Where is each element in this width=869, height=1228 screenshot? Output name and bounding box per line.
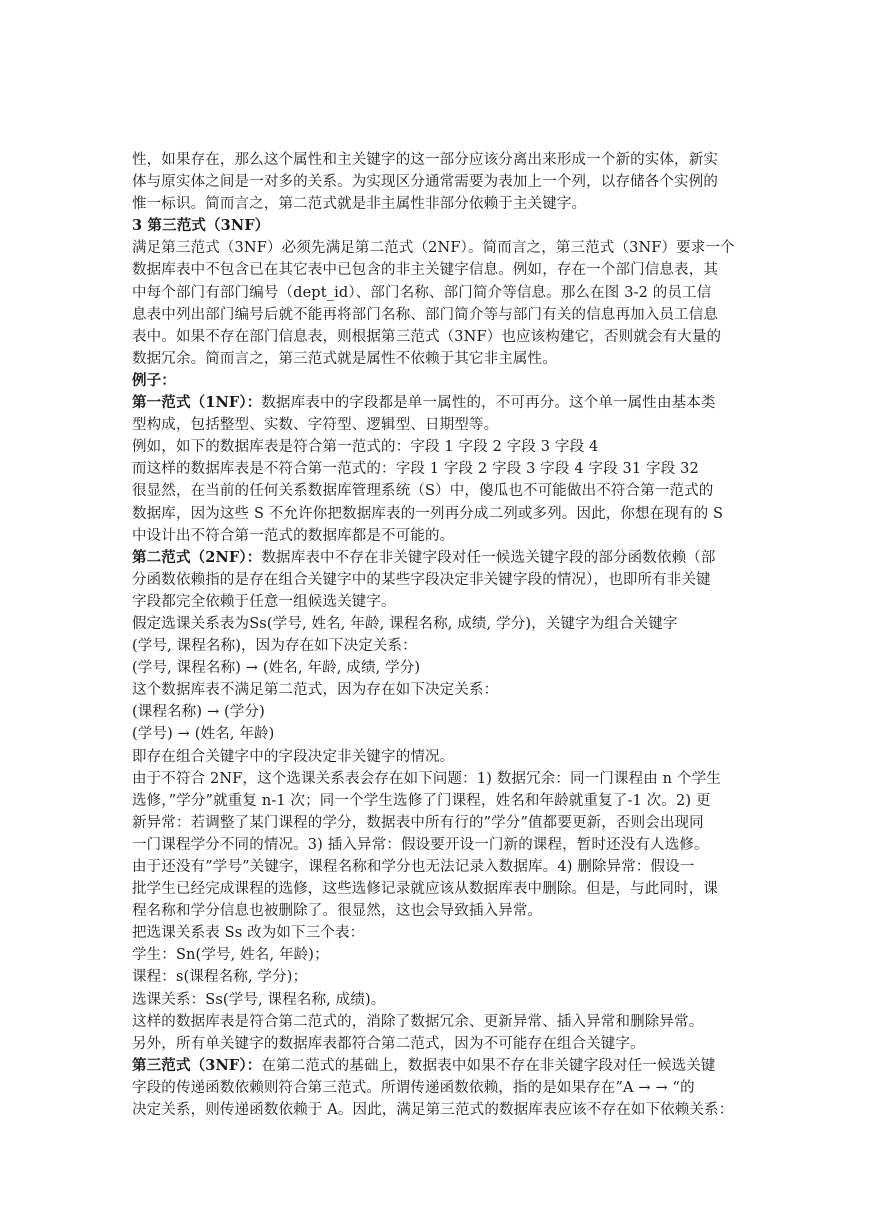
- section-heading: 3 第三范式（3NF）: [132, 217, 270, 235]
- text-line: 决定关系，则传递函数依赖于 A。因此，满足第三范式的数据库表应该不存在如下依赖关系：: [132, 1102, 734, 1119]
- text-line: 这样的数据库表是符合第二范式的，消除了数据冗余、更新异常、插入异常和删除异常。: [132, 1013, 704, 1030]
- text-line: 由于还没有”学号”关键字，课程名称和学分也无法记录入数据库。4) 删除异常：假设一: [132, 859, 695, 875]
- text-line: 第二范式（2NF）：数据库表中不存在非关键字段对任一候选关键字段的部分函数依赖（部: [132, 548, 716, 566]
- text-line: 第一范式（1NF）：数据库表中的字段都是单一属性的，不可再分。这个单一属性由基本类: [132, 394, 716, 412]
- text-line: 程名称和学分信息也被删除了。很显然，这也会导致插入异常。: [132, 903, 543, 920]
- text-line: 这个数据库表不满足第二范式，因为存在如下决定关系：: [132, 682, 499, 699]
- text-line: 数据库，因为这些 S 不允许你把数据库表的一列再分成二列或多列。因此，你想在现有的 S: [132, 505, 724, 522]
- section-heading: 例子：: [132, 371, 176, 389]
- text-line: 而这样的数据库表是不符合第一范式的：字段 1 字段 2 字段 3 字段 4 字段 31 字段 32: [132, 461, 699, 478]
- text-line: (学号, 课程名称) → (姓名, 年龄, 成绩, 学分): [132, 660, 421, 677]
- text-line: 第三范式（3NF）：在第二范式的基础上，数据表中如果不存在非关键字段对任一候选关键: [132, 1056, 716, 1074]
- text-line: 数据库表中不包含已在其它表中已包含的非主关键字信息。例如，存在一个部门信息表，其: [132, 262, 718, 279]
- text-line: 假定选课关系表为Ss(学号, 姓名, 年龄, 课程名称, 成绩, 学分)，关键字为组合关键字: [132, 615, 678, 632]
- text-line: 惟一标识。简而言之，第二范式就是非主属性非部分依赖于主关键字。: [132, 196, 587, 213]
- text-line: (学号) → (姓名, 年龄): [132, 726, 275, 743]
- text-line: 型构成，包括整型、实数、字符型、逻辑型、日期型等。: [132, 417, 499, 434]
- text-line: 数据冗余。简而言之，第三范式就是属性不依赖于其它非主属性。: [132, 350, 557, 367]
- document-body: [132, 149, 744, 1121]
- text-line: 字段都完全依赖于任意一组候选关键字。: [132, 593, 396, 610]
- text-line: 例如，如下的数据库表是符合第一范式的：字段 1 字段 2 字段 3 字段 4: [132, 439, 599, 456]
- text-line: 批学生已经完成课程的选修，这些选修记录就应该从数据库表中删除。但是，与此同时，课: [132, 881, 718, 898]
- text-line: 表中。如果不存在部门信息表，则根据第三范式（3NF）也应该构建它，否则就会有大量的: [132, 328, 722, 345]
- text-line: 中每个部门有部门编号（dept_id）、部门名称、部门简介等信息。那么在图 3-2 的员工信: [132, 284, 712, 301]
- text-line: 选修，”学分”就重复 n-1 次；同一个学生选修了门课程，姓名和年龄就重复了-1 次。2) 更: [132, 792, 711, 809]
- text-line: 字段的传递函数依赖则符合第三范式。所谓传递函数依赖，指的是如果存在”A → → “的: [132, 1079, 695, 1096]
- text-line: 很显然，在当前的任何关系数据库管理系统（S）中，傻瓜也不可能做出不符合第一范式的: [132, 483, 714, 500]
- text-line: 由于不符合 2NF，这个选课关系表会存在如下问题：1) 数据冗余：同一门课程由 n 个学生: [132, 770, 721, 787]
- text-line: (课程名称) → (学分): [132, 704, 265, 721]
- text-line: 学生：Sn(学号, 姓名, 年龄)；: [132, 947, 329, 964]
- text-line: 即存在组合关键字中的字段决定非关键字的情况。: [132, 748, 455, 765]
- text-line: 息表中列出部门编号后就不能再将部门名称、部门简介等与部门有关的信息再加入员工信息: [132, 306, 718, 323]
- text-line: 课程：s(课程名称, 学分)；: [132, 969, 308, 986]
- text-line: 把选课关系表 Ss 改为如下三个表：: [132, 925, 365, 942]
- text-line: 体与原实体之间是一对多的关系。为实现区分通常需要为表加上一个列，以存储各个实例的: [132, 174, 718, 191]
- text-line: 满足第三范式（3NF）必须先满足第二范式（2NF）。简而言之，第三范式（3NF）要求一个: [132, 240, 735, 257]
- text-line: 选课关系：Ss(学号, 课程名称, 成绩)。: [132, 991, 386, 1008]
- text-line: 一门课程学分不同的情况。3) 插入异常：假设要开设一门新的课程，暂时还没有人选修。: [132, 836, 709, 853]
- text-line: 新异常：若调整了某门课程的学分，数据表中所有行的”学分”值都要更新，否则会出现同: [132, 814, 704, 831]
- text-line: (学号, 课程名称)，因为存在如下决定关系：: [132, 638, 417, 655]
- text-line: 性，如果存在，那么这个属性和主关键字的这一部分应该分离出来形成一个新的实体，新实: [132, 152, 718, 168]
- text-line: 另外，所有单关键字的数据库表都符合第二范式，因为不可能存在组合关键字。: [132, 1035, 645, 1052]
- text-line: 中设计出不符合第一范式的数据库都是不可能的。: [132, 527, 455, 544]
- text-line: 分函数依赖指的是存在组合关键字中的某些字段决定非关键字段的情况），也即所有非关键: [132, 571, 711, 588]
